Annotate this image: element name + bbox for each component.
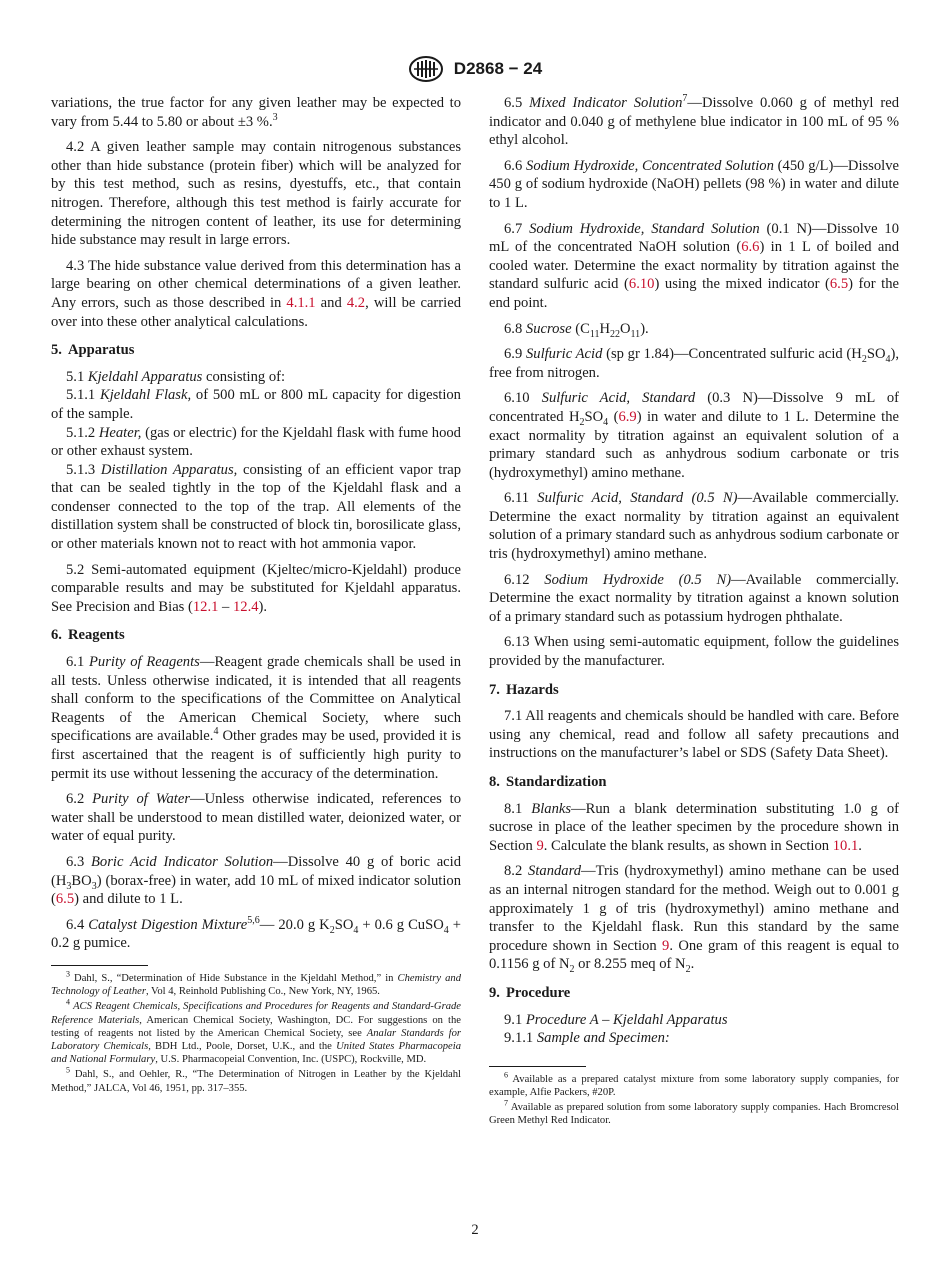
link-6-9[interactable]: 6.9: [618, 408, 637, 425]
paragraph-6-7: 6.7 Sodium Hydroxide, Standard Solution (0.1 N)—Dissolve 10 mL of the concentrated NaOH solution (6.6) in 1 L of boiled and cooled water. Determine the exact normality by titration against the standard sulfuric acid (6.10) using the mixed indicator (6.5) for the end point.: [489, 220, 899, 311]
link-6-5[interactable]: 6.5: [55, 891, 75, 908]
footnote-ref: 4: [213, 726, 219, 738]
footnote-ref: 7: [682, 93, 688, 105]
paragraph-6-12: 6.12 Sodium Hydroxide (0.5 N)—Available commercially. Determine the exact normality by titration against a known solution of a primary standard such as potassium hydrogen phthalate.: [489, 571, 899, 625]
paragraph-5-1-3: 5.1.3 Distillation Apparatus, consisting of an efficient vapor trap that can be sealed tightly in the top of the Kjeldahl flask and a condenser connected to the top of the trap. All elements of the distillation system shall be constructed of block tin, borosilicate glass, or other materials known not to react with hot ammonia vapor.: [51, 461, 461, 553]
link-4-1-1[interactable]: 4.1.1: [286, 294, 316, 311]
paragraph-8-1: 8.1 Blanks—Run a blank determination substituting 1.0 g of sucrose in place of the leather specimen by the procedure shown in Section 9. Calculate the blank results, as shown in Section 10.1.: [489, 800, 900, 854]
footnote-divider: [489, 1066, 586, 1067]
paragraph-6-5: 6.5 Mixed Indicator Solution$^7$—Dissolve 0.060 g of methyl red indicator and 0.040 g of methylene blue indicator in 100 mL of 95 % ethyl alcohol.: [489, 93, 899, 149]
paragraph-5-1: 5.1 Kjeldahl Apparatus consisting of:: [66, 368, 286, 385]
paragraph-5-1-2: 5.1.2 Heater, (gas or electric) for the Kjeldahl flask with fume hood or other exhaust system.: [51, 424, 461, 460]
footnote-3: $^3$ Dahl, S., “Determination of Hide Substance in the Kjeldahl Method,” in Chemistry and Technology of Leather, Vol 4, Reinhold Publishing Co., New York, NY, 1965.: [51, 969, 461, 998]
paragraph-5-1-1: 5.1.1 Kjeldahl Flask, of 500 mL or 800 mL capacity for digestion of the sample.: [51, 387, 461, 422]
paragraph-6-9: 6.9 Sulfuric Acid (sp gr 1.84)—Concentrated sulfuric acid $(H_2SO_4)$, free from nitrogen.: [489, 346, 899, 381]
link-12-4[interactable]: 12.4: [233, 598, 259, 615]
astm-logo-icon: [408, 56, 444, 82]
paragraph-6-6: 6.6 Sodium Hydroxide, Concentrated Solution (450 g/L)—Dissolve 450 g of sodium hydroxide (NaOH) pellets (98 %) in water and dilute to 1 L.: [489, 157, 899, 211]
section-5-heading: 5. Apparatus: [51, 342, 135, 359]
footnote-7: $^7$ Available as prepared solution from some laboratory supply companies. Hach Bromcresol Green Methyl Red Indicator.: [489, 1098, 899, 1127]
footnote-4: $^4$ ACS Reagent Chemicals, Specifications and Procedures for Reagents and Standard-Grade Reference Materials, American Chemical Society, Washington, DC. For suggestions on the testing of reagents not listed by the American Chemical Society, see Analar Standards for Laboratory Chemicals, BDH Ltd., Poole, Dorset, U.K., and the United States Pharmacopeia and National Formulary, U.S. Pharmacopeial Convention, Inc. (USPC), Rockville, MD.: [51, 997, 462, 1066]
paragraph-9-1-1: 9.1.1 Sample and Specimen:: [504, 1030, 670, 1047]
link-10-1[interactable]: 10.1: [832, 837, 859, 854]
paragraph-7-1: 7.1 All reagents and chemicals should be handled with care. Before using any chemical, read and follow all safety precautions and instructions on the manufacturer’s label or SDS (Safety Data Sheet).: [489, 708, 899, 762]
paragraph-6-8: 6.8 Sucrose $(C_{11}H_{22}O_{11})$.: [504, 320, 649, 340]
paragraph-6-4: 6.4 Catalyst Digestion Mixture$^{5,6}$— 20.0 g $K_2SO_4 + 0.6$ g CuSO$_4$ + 0.2 g pumice.: [51, 914, 461, 952]
link-6-5[interactable]: 6.5: [829, 276, 849, 293]
link-6-6[interactable]: 6.6: [741, 239, 760, 256]
link-section-9[interactable]: 9: [662, 937, 670, 954]
paragraph-5-2: 5.2 Semi-automated equipment (Kjeltec/micro-Kjeldahl) produce comparable results and may be substituted for Kjeldahl apparatus. See Precision and Bias (12.1 – 12.4).: [51, 561, 461, 615]
link-section-9[interactable]: 9: [536, 837, 544, 854]
footnote-6: $^6$ Available as a prepared catalyst mixture from some laboratory supply companies, for example, Alfie Packers, #20P.: [489, 1070, 899, 1098]
paragraph-4-3: 4.3 The hide substance value derived from this determination has a large bearing on other chemical determinations of a given leather. Any errors, such as those described in 4.1.1 and 4.2, will be carried over into these other analytical calculations.: [51, 257, 461, 330]
section-9-heading: 9. Procedure: [489, 984, 571, 1001]
footnote-5: $^5$ Dahl, S., and Oehler, R., “The Determination of Nitrogen in Leather by the Kjeldahl Method,” JALCA, Vol 46, 1951, pp. 317–355.: [51, 1065, 461, 1094]
footnote-ref: 5,6: [247, 914, 260, 926]
paragraph-6-11: 6.11 Sulfuric Acid, Standard (0.5 N)—Available commercially. Determine the exact normality by titration against an equivalent solution of a primary standard such as anhydrous sodium carbonate or tris (hydroxymethyl) amino methane.: [489, 490, 899, 563]
page-header: [0, 56, 950, 84]
right-column: [489, 94, 899, 1130]
paragraph-6-3: 6.3 Boric Acid Indicator Solution—Dissolve 40 g of boric acid $(H_3BO_3)$ (borax-free) in water, add 10 mL of mixed indicator solution (6.5) and dilute to 1 L.: [51, 853, 461, 908]
paragraph-4-1-continued: variations, the true factor for any given leather may be expected to vary from 5.44 to 5.80 or about ±3 %.$^3$: [51, 95, 461, 130]
paragraph-6-1: 6.1 Purity of Reagents—Reagent grade chemicals shall be used in all tests. Unless otherwise indicated, it is intended that all reagents shall conform to the specifications of the Committee on Analytical Reagents of the American Chemical Society, where such specifications are available.$^4$ Other grades may be used, provided it is first ascertained that the reagent is of sufficiently high purity to permit its use without lessening the accuracy of the determination.: [51, 654, 461, 782]
link-6-10[interactable]: 6.10: [628, 276, 655, 293]
page-number: 2: [471, 1222, 479, 1238]
paragraph-9-1: 9.1 Procedure A – Kjeldahl Apparatus: [504, 1011, 728, 1028]
section-8-heading: 8. Standardization: [489, 774, 607, 790]
footnote-ref: 3: [272, 111, 278, 123]
left-column: [51, 94, 461, 1097]
document-id: D2868 − 24: [453, 59, 543, 78]
paragraph-4-2: 4.2 A given leather sample may contain nitrogenous substances other than hide substance (protein fiber) which will be analyzed for by this test method, such as resins, dyestuffs, etc., that contain nitrogen. Therefore, although this test method is fairly accurate for determining the nitrogen content of leather, its use for determining hide substance may result in large errors.: [51, 139, 461, 249]
paragraph-6-10: 6.10 Sulfuric Acid, Standard (0.3 N)—Dissolve 9 mL of concentrated $H_2SO_4$ (6.9) in water and dilute to 1 L. Determine the exact normality by titration against an equivalent solution of a primary standard such as anhydrous sodium carbonate or tris (hydroxymethyl) amino methane.: [489, 390, 899, 481]
section-7-heading: 7. Hazards: [489, 681, 559, 698]
paragraph-6-2: 6.2 Purity of Water—Unless otherwise indicated, references to water shall be understood to mean distilled water, deionized water, or water of equal purity.: [51, 791, 462, 845]
paragraph-8-2: 8.2 Standard—Tris (hydroxymethyl) amino methane can be used as an internal nitrogen standard for the method. Weigh out to 0.001 g approximately 1 g of tris (hydroxymethyl) amino methane and transfer to the Kjeldahl flask. Run this standard by the same procedure shown in Section 9. One gram of this reagent is equal to 0.1156 g of $N_2$ or 8.255 meq of $N_2$.: [489, 863, 899, 976]
paragraph-6-13: 6.13 When using semi-automatic equipment, follow the guidelines provided by the manufacturer.: [489, 634, 899, 670]
section-6-heading: 6. Reagents: [51, 627, 125, 644]
link-12-1[interactable]: 12.1: [192, 598, 219, 615]
footnote-divider: [51, 965, 148, 966]
link-4-2[interactable]: 4.2: [346, 294, 366, 311]
